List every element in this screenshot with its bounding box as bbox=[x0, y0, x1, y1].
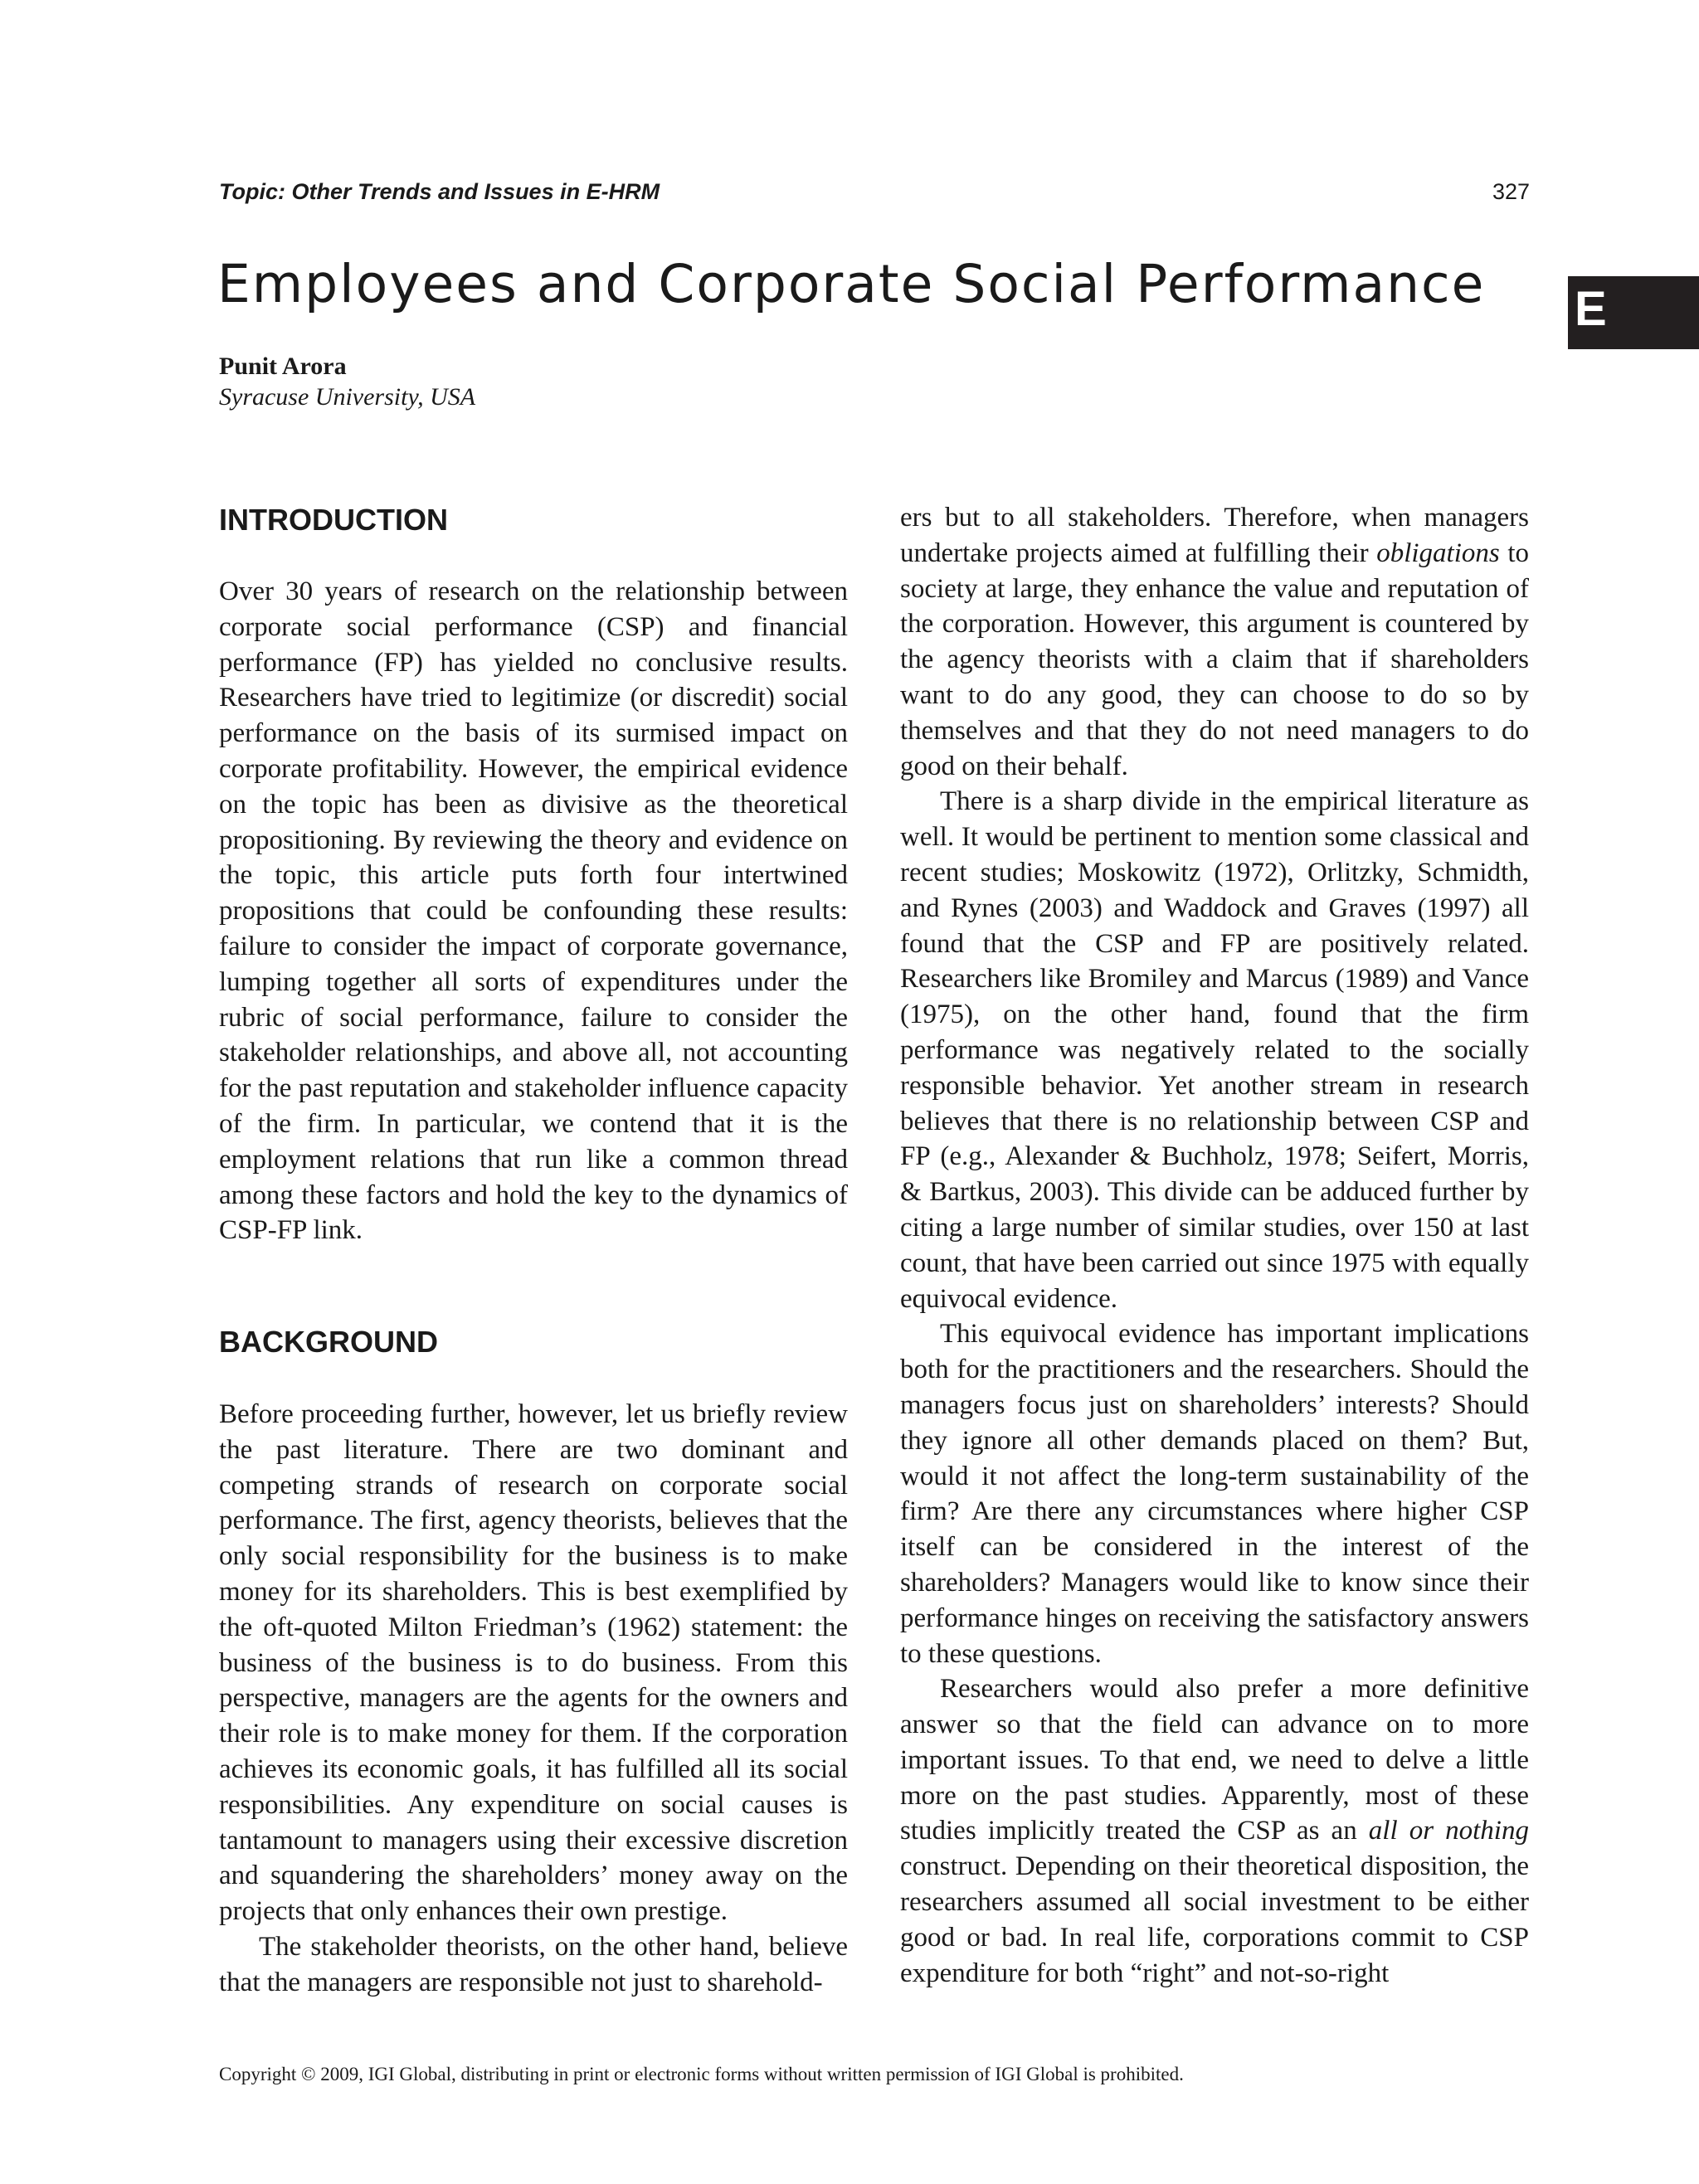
background-text bbox=[219, 1397, 848, 2001]
copyright-notice: Copyright © 2009, IGI Global, distributing in print or electronic forms without written permission of IGI Global is prohibited. bbox=[219, 2064, 1184, 2084]
right-column-text bbox=[900, 500, 1529, 1991]
article-title: Employees and Corporate Social Performance bbox=[217, 254, 1486, 314]
running-head: Topic: Other Trends and Issues in E-HRM bbox=[219, 179, 660, 204]
right-p1-text-b: to society at large, they enhance the value and reputation of the corporation. However, this argument is countered by the agency theorists with a claim that if shareholders want to do any good, they can choose to do so by themselves and that they do not need managers to do good on their behalf. bbox=[900, 537, 1529, 781]
right-paragraph-3: This equivocal evidence has important implications both for the practitioners and the researchers. Should the managers focus just on shareholders’ interests? Should they ignore all other demands placed on them? But, would it not affect the long-term sustainability of the firm? Are there any circumstances where higher CSP itself can be considered in the interest of the shareholders? Managers would like to know since their performance hinges on receiving the satisfactory answers to these questions. bbox=[900, 1319, 1529, 1669]
right-p4-text-a: Researchers would also prefer a more definitive answer so that the field can advance on to more important issues. To that end, we need to delve a little more on the past studies. Apparently, most of these studies implicitly treated the CSP as an bbox=[900, 1674, 1529, 1846]
section-tab bbox=[1568, 276, 1699, 349]
right-paragraph-4 bbox=[900, 1671, 1529, 1991]
introduction-paragraph: Over 30 years of research on the relationship between corporate social performance (CSP) and financial performance (FP) has yielded no conclusive results. Researchers have tried to legitimize (or discredit) social performance on the basis of its surmised impact on corporate profitability. However, the empirical evidence on the topic has been as divisive as the theoretical propositioning. By reviewing the theory and evidence on the topic, this article puts forth four intertwined propositions that could be confounding these results: failure to consider the impact of corporate governance, lumping together all sorts of expenditures under the rubric of social performance, failure to consider the stakeholder relationships, and above all, not accounting for the past reputation and stakeholder influence capacity of the firm. In particular, we contend that it is the employment relations that run like a common thread among these factors and hold the key to the dynamics of CSP-FP link. bbox=[219, 576, 848, 1246]
right-paragraph-1 bbox=[900, 500, 1529, 784]
right-p4-emphasis: all or nothing bbox=[1368, 1816, 1529, 1846]
right-p1-text-a: ers but to all stakeholders. Therefore, when managers undertake projects aimed at fulfilling their bbox=[900, 503, 1529, 568]
right-p1-emphasis: obligations bbox=[1376, 537, 1500, 568]
right-paragraph-2: There is a sharp divide in the empirical literature as well. It would be pertinent to mention some classical and recent studies; Moskowitz (1972), Orlitzky, Schmidth, and Rynes (2003) and Waddock and Graves (1997) all found that the CSP and FP are positively related. Researchers like Bromiley and Marcus (1989) and Vance (1975), on the other hand, found that the firm performance was negatively related to the socially responsible behavior. Yet another stream in research believes that there is no relationship between CSP and FP (e.g., Alexander & Buchholz, 1978; Seifert, Morris, & Bartkus, 2003). This divide can be adduced further by citing a large number of similar studies, over 150 at last count, that have been carried out since 1975 with equally equivocal evidence. bbox=[900, 786, 1529, 1314]
background-paragraph-2: The stakeholder theorists, on the other hand, believe that the managers are responsible not just to sharehold- bbox=[219, 1931, 848, 1997]
section-tab-letter: E bbox=[1575, 282, 1607, 336]
background-heading: BACKGROUND bbox=[219, 1325, 438, 1359]
introduction-heading: INTRODUCTION bbox=[219, 503, 448, 537]
author-affiliation: Syracuse University, USA bbox=[219, 383, 476, 411]
introduction-text bbox=[219, 574, 848, 1248]
background-paragraph-1: Before proceeding further, however, let us briefly review the past literature. There are two dominant and competing strands of research on corporate social performance. The first, agency theorists, believes that the only social responsibility for the business is to make money for its shareholders. This is best exemplified by the oft-quoted Milton Friedman’s (1962) statement: the business of the business is to do business. From this perspective, managers are the agents for the owners and their role is to make money for them. If the corporation achieves its economic goals, it has fulfilled all its social responsibilities. Any expenditure on social causes is tantamount to managers using their excessive discretion and squandering the shareholders’ money away on the projects that only enhances their own prestige. bbox=[219, 1399, 848, 1927]
right-p4-text-b: construct. Depending on their theoretical disposition, the researchers assumed all social investment to be either good or bad. In real life, corporations commit to CSP expenditure for both “right” and not-so-right bbox=[900, 1851, 1529, 1988]
page-number: 327 bbox=[1492, 179, 1530, 204]
author-name: Punit Arora bbox=[219, 353, 347, 380]
